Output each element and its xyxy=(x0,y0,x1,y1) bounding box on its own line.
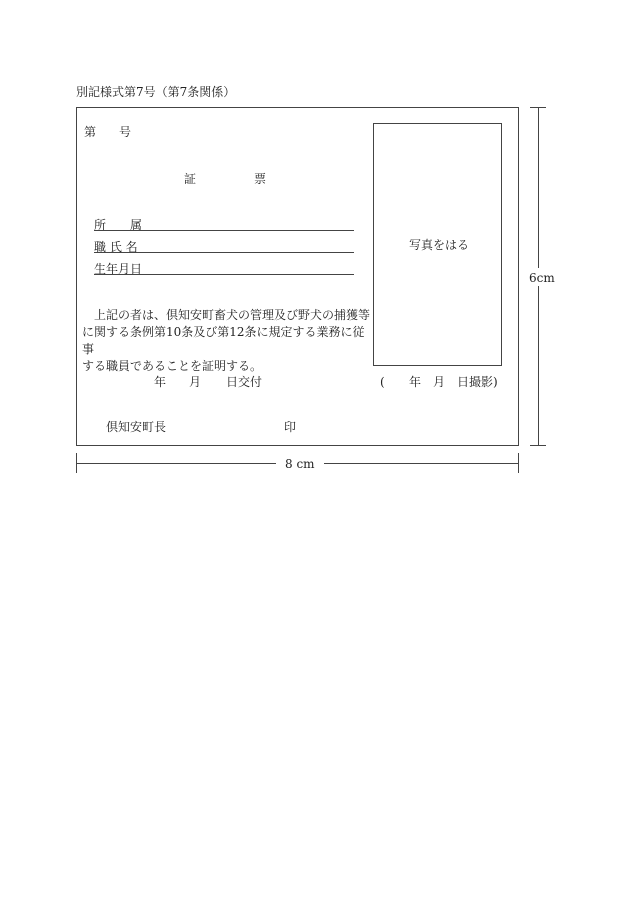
field-line-affiliation xyxy=(94,230,354,231)
issue-month-label: 月 xyxy=(189,375,202,389)
issue-day-label: 日交付 xyxy=(226,375,263,389)
seal-mark: 印 xyxy=(284,420,297,434)
field-line-name xyxy=(94,252,354,253)
form-heading: 別記様式第7号（第7条関係） xyxy=(76,85,236,99)
title-char-2: 票 xyxy=(254,172,267,186)
photo-month-label: 月 xyxy=(433,375,446,389)
width-dim-line-left xyxy=(76,463,276,464)
field-label-affiliation: 所 属 xyxy=(94,218,143,232)
height-dim-label: 6cm xyxy=(529,271,555,285)
photo-year-label: 年 xyxy=(409,375,422,389)
certification-line-2: に関する条例第10条及び第12条に規定する業務に従事 xyxy=(82,325,365,356)
number-label-suffix: 号 xyxy=(119,125,132,139)
title-char-1: 証 xyxy=(184,172,197,186)
certification-text xyxy=(82,307,372,375)
photo-label: 写真をはる xyxy=(409,238,470,252)
field-label-name: 職 氏 名 xyxy=(94,240,138,254)
width-dim-line-right xyxy=(324,463,518,464)
height-dim-line-upper xyxy=(538,107,539,268)
field-line-birthdate xyxy=(94,274,354,275)
photo-date-open-paren: ( xyxy=(380,375,385,389)
certification-line-1: 上記の者は、倶知安町畜犬の管理及び野犬の捕獲等 xyxy=(94,308,371,322)
width-dim-label: 8 cm xyxy=(285,457,315,471)
number-label-prefix: 第 xyxy=(84,125,97,139)
field-label-birthdate: 生年月日 xyxy=(94,262,143,276)
certification-line-3: する職員であることを証明する。 xyxy=(82,359,263,373)
height-dim-line-lower xyxy=(538,286,539,445)
issue-year-label: 年 xyxy=(154,375,167,389)
width-dim-right-tick xyxy=(518,453,519,473)
height-dim-bottom-tick xyxy=(530,445,546,446)
photo-day-label: 日撮影) xyxy=(457,375,498,389)
issuer-name: 倶知安町長 xyxy=(106,420,167,434)
